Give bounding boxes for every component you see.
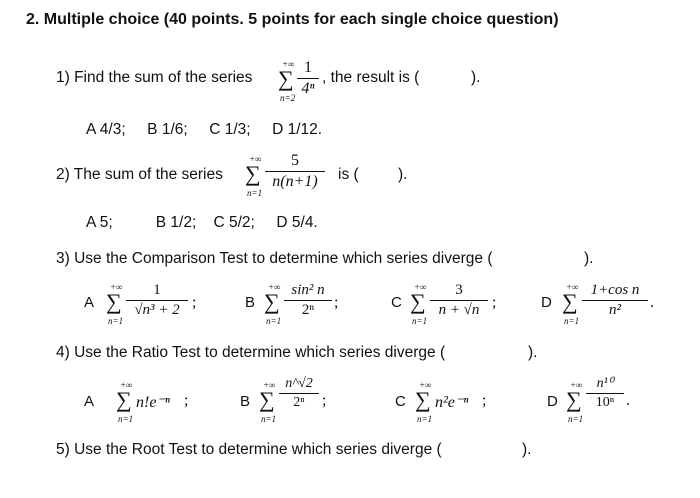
fraction-denominator: √n³ + 2	[134, 302, 180, 318]
sum-lower-limit: n=1	[108, 316, 124, 326]
option-a-tail: ;	[184, 392, 189, 409]
option-d-label: D	[541, 294, 552, 311]
option-c-fraction	[430, 283, 488, 318]
fraction-numerator: 3	[455, 282, 463, 298]
sum-lower-limit: n=1	[412, 316, 428, 326]
sum-lower-limit: n=1	[266, 316, 282, 326]
sum-upper-limit: +∞	[566, 282, 579, 292]
sum-lower-limit: n=1	[247, 188, 263, 198]
fraction-denominator: 4ⁿ	[301, 80, 315, 97]
sum-upper-limit: +∞	[249, 154, 262, 164]
fraction-bar	[430, 300, 488, 301]
sigma-icon: ∑	[116, 387, 132, 412]
sum-lower-limit: n=2	[280, 93, 296, 103]
sum-lower-limit: n=1	[261, 414, 277, 424]
answer-close: ).	[584, 250, 594, 267]
fraction-bar	[586, 393, 624, 394]
sigma-icon: ∑	[415, 387, 431, 412]
option-c-tail: ;	[482, 392, 487, 409]
option-c-tail: ;	[492, 294, 497, 311]
sum-upper-limit: +∞	[414, 282, 427, 292]
sum-upper-limit: +∞	[263, 380, 276, 390]
question-2-after: is (	[338, 166, 359, 183]
fraction-bar	[265, 171, 325, 172]
option-d-tail: .	[626, 392, 630, 409]
sum-lower-limit: n=1	[118, 414, 134, 424]
sigma-icon: ∑	[245, 161, 261, 186]
fraction-denominator: n + √n	[438, 302, 480, 318]
question-2-prompt: 2) The sum of the series	[56, 166, 223, 183]
sum-upper-limit: +∞	[268, 282, 281, 292]
sum-upper-limit: +∞	[120, 380, 133, 390]
fraction-bar	[582, 300, 648, 301]
option-d-fraction	[582, 283, 648, 318]
question-1-prompt: 1) Find the sum of the series	[56, 69, 253, 86]
fraction-numerator: 1+cos n	[590, 282, 640, 298]
option-a-fraction	[126, 283, 188, 318]
fraction-numerator: 1	[304, 59, 312, 76]
sum-upper-limit: +∞	[570, 380, 583, 390]
series-term-fraction	[297, 60, 319, 97]
option-a-label: A	[84, 393, 95, 410]
option-c-term: n²e⁻ⁿ	[435, 394, 469, 411]
option-a-tail: ;	[192, 294, 197, 311]
sigma-icon: ∑	[562, 289, 578, 314]
sigma-icon: ∑	[106, 289, 122, 314]
fraction-denominator: n²	[609, 302, 621, 318]
question-3-prompt: 3) Use the Comparison Test to determine which series diverge (	[56, 250, 493, 267]
sum-upper-limit: +∞	[110, 282, 123, 292]
sum-upper-limit: +∞	[419, 380, 432, 390]
question-2-options: A 5; B 1/2; C 5/2; D 5/4.	[86, 214, 318, 231]
fraction-numerator: 1	[153, 282, 161, 298]
option-b-fraction	[284, 283, 332, 318]
fraction-denominator: n(n+1)	[272, 173, 318, 190]
fraction-numerator: 5	[291, 152, 299, 169]
option-d-fraction	[586, 377, 624, 410]
sum-lower-limit: n=1	[417, 414, 433, 424]
fraction-bar	[297, 78, 319, 79]
fraction-denominator: 2ⁿ	[301, 302, 315, 318]
question-4-prompt: 4) Use the Ratio Test to determine which series diverge (	[56, 344, 446, 361]
sigma-icon: ∑	[278, 66, 294, 91]
fraction-bar	[279, 393, 319, 394]
sigma-icon: ∑	[264, 289, 280, 314]
question-1-after: , the result is (	[322, 69, 420, 86]
answer-close: ).	[398, 166, 408, 183]
fraction-denominator: 10ⁿ	[595, 395, 615, 410]
fraction-denominator: 2ⁿ	[293, 395, 305, 410]
option-a-label: A	[84, 294, 95, 311]
question-1-options: A 4/3; B 1/6; C 1/3; D 1/12.	[86, 121, 323, 138]
sum-lower-limit: n=1	[568, 414, 584, 424]
answer-close: ).	[528, 344, 538, 361]
sigma-icon: ∑	[259, 387, 275, 412]
option-b-fraction	[279, 377, 319, 410]
option-c-label: C	[395, 393, 406, 410]
sum-lower-limit: n=1	[564, 316, 580, 326]
fraction-bar	[284, 300, 332, 301]
sigma-icon: ∑	[566, 387, 582, 412]
sum-upper-limit: +∞	[282, 59, 295, 69]
fraction-numerator: n¹⁰	[596, 376, 614, 391]
fraction-numerator: sin² n	[291, 282, 325, 298]
option-b-label: B	[240, 393, 251, 410]
option-b-tail: ;	[334, 294, 339, 311]
answer-close: ).	[522, 441, 532, 458]
fraction-numerator: n^√2	[285, 376, 313, 391]
option-b-tail: ;	[322, 392, 327, 409]
question-5-prompt: 5) Use the Root Test to determine which series diverge (	[56, 441, 442, 458]
option-d-tail: .	[650, 294, 654, 311]
sigma-icon: ∑	[410, 289, 426, 314]
answer-close: ).	[471, 69, 481, 86]
option-c-label: C	[391, 294, 402, 311]
series-term-fraction	[265, 153, 325, 190]
option-b-label: B	[245, 294, 256, 311]
section-title: 2. Multiple choice (40 points. 5 points for each single choice question)	[26, 11, 559, 28]
option-a-term: n!e⁻ⁿ	[136, 394, 170, 411]
option-d-label: D	[547, 393, 558, 410]
fraction-bar	[126, 300, 188, 301]
